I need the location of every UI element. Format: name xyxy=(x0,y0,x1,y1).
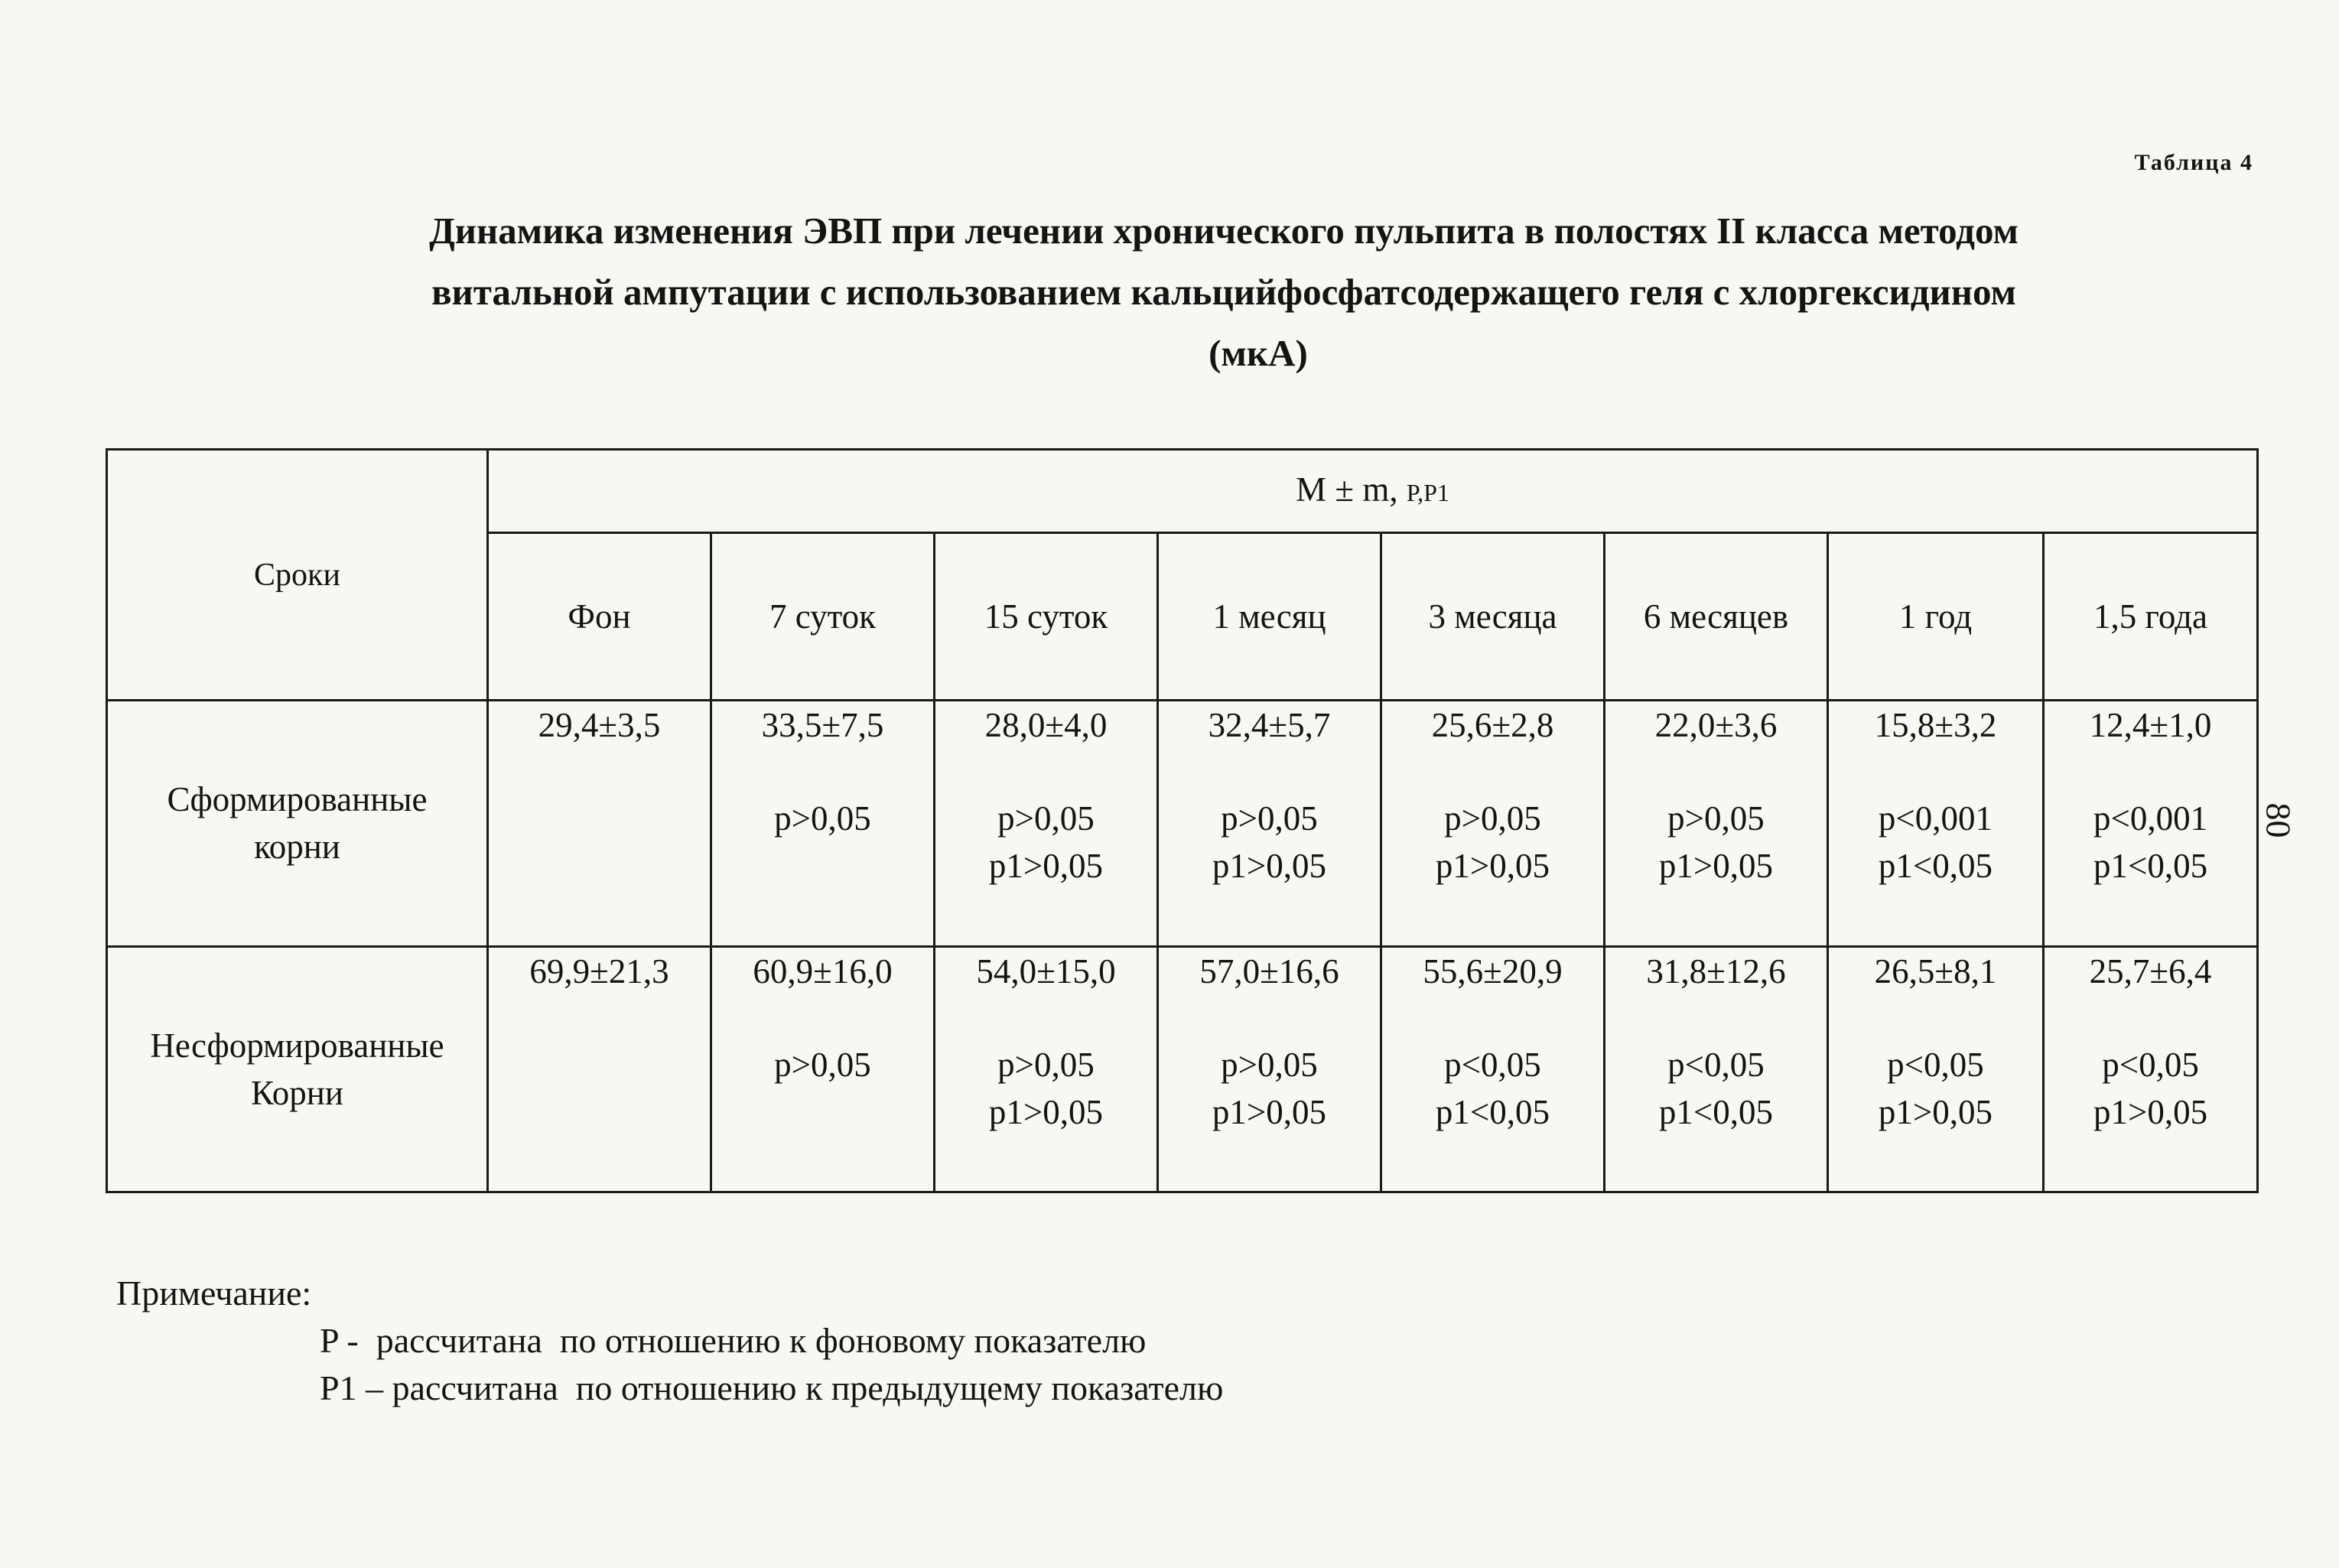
cell-p1: p1<0,05 xyxy=(1435,1092,1550,1131)
column-header: 3 месяца xyxy=(1381,533,1605,701)
cell-value: 25,6±2,8 xyxy=(1431,706,1554,744)
cell-p1: p1<0,05 xyxy=(2093,847,2208,885)
cell-p: p>0,05 xyxy=(997,799,1095,838)
table-cell xyxy=(1828,946,2044,1192)
cell-p1: p1<0,05 xyxy=(1878,847,1993,885)
table-cell xyxy=(711,946,935,1192)
cell-value: 31,8±12,6 xyxy=(1646,952,1786,991)
column-header: 1,5 года xyxy=(2044,533,2258,701)
cell-value: 32,4±5,7 xyxy=(1208,706,1331,744)
table-cell xyxy=(2044,701,2258,947)
note-line-p1: P1 – рассчитана по отношению к предыдущему показателю xyxy=(320,1368,1224,1407)
cell-p1: p1>0,05 xyxy=(1435,847,1550,885)
table-cell xyxy=(488,701,711,947)
stat-header-main: M ± m, xyxy=(1296,470,1398,509)
cell-p: p<0,05 xyxy=(1887,1045,1984,1084)
cell-p: p>0,05 xyxy=(997,1045,1095,1084)
cell-value: 25,7±6,4 xyxy=(2089,952,2212,991)
cell-p1: p1>0,05 xyxy=(1212,1092,1327,1131)
stat-header-sub: P,P1 xyxy=(1406,479,1449,506)
title-line-1: Динамика изменения ЭВП при лечении хронического пульпита в полостях II класса методом xyxy=(429,210,2019,252)
cell-p1: p1>0,05 xyxy=(988,1092,1104,1131)
table-cell xyxy=(1828,701,2044,947)
cell-value: 33,5±7,5 xyxy=(761,706,884,744)
cell-p1: p1>0,05 xyxy=(1658,847,1774,885)
cell-p: p>0,05 xyxy=(774,1045,871,1084)
cell-value: 26,5±8,1 xyxy=(1874,952,1997,991)
table-cell xyxy=(488,946,711,1192)
cell-p: p<0,05 xyxy=(1444,1045,1541,1084)
cell-value: 57,0±16,6 xyxy=(1199,952,1339,991)
table-cell xyxy=(935,946,1158,1192)
cell-value: 22,0±3,6 xyxy=(1654,706,1778,744)
column-header: 1 год xyxy=(1828,533,2044,701)
cell-value: 28,0±4,0 xyxy=(984,706,1108,744)
title-line-2: витальной ампутации с использованием кальцийфосфатсодержащего геля с хлоргексидином xyxy=(431,271,2016,313)
notes-title: Примечание: xyxy=(116,1274,312,1313)
cell-p: p>0,05 xyxy=(1221,799,1318,838)
row-label-line-2: Корни xyxy=(251,1073,343,1112)
cell-p: p>0,05 xyxy=(1221,1045,1318,1084)
table-cell xyxy=(1158,946,1381,1192)
table-cell xyxy=(935,701,1158,947)
row-label-line-1: Сформированные xyxy=(167,780,428,819)
page-number: 80 xyxy=(2259,802,2298,838)
table-row xyxy=(107,946,2258,1192)
cell-p: p<0,001 xyxy=(2093,799,2208,838)
periods-header: Сроки xyxy=(107,450,488,701)
cell-p: p>0,05 xyxy=(774,799,871,838)
cell-p1: p1>0,05 xyxy=(988,847,1104,885)
cell-value: 69,9±21,3 xyxy=(529,952,669,991)
cell-p: p<0,001 xyxy=(1878,799,1993,838)
cell-p1: p1>0,05 xyxy=(1212,847,1327,885)
row-label-line-1: Несформированные xyxy=(150,1026,444,1065)
column-header: 7 суток xyxy=(711,533,935,701)
table-cell xyxy=(1605,701,1828,947)
column-header: 1 месяц xyxy=(1158,533,1381,701)
cell-p1: p1>0,05 xyxy=(2093,1092,2208,1131)
cell-value: 12,4±1,0 xyxy=(2089,706,2212,744)
cell-p: p<0,05 xyxy=(1667,1045,1765,1084)
cell-p: p>0,05 xyxy=(1667,799,1765,838)
row-label xyxy=(107,946,488,1192)
cell-p: p<0,05 xyxy=(2102,1045,2199,1084)
cell-p1: p1>0,05 xyxy=(1878,1092,1993,1131)
table-cell xyxy=(2044,946,2258,1192)
title-line-3: (мкА) xyxy=(1209,332,1308,374)
data-table xyxy=(106,448,2259,1193)
row-label-line-2: корни xyxy=(254,828,340,867)
table-cell xyxy=(1381,946,1605,1192)
cell-value: 15,8±3,2 xyxy=(1874,706,1997,744)
table-row xyxy=(107,701,2258,947)
cell-value: 55,6±20,9 xyxy=(1423,952,1563,991)
cell-value: 54,0±15,0 xyxy=(976,952,1116,991)
note-line-p: P - рассчитана по отношению к фоновому показателю xyxy=(320,1321,1147,1360)
page-title xyxy=(229,200,2218,384)
table-label: Таблица 4 xyxy=(2134,150,2253,175)
row-label xyxy=(107,701,488,947)
cell-value: 60,9±16,0 xyxy=(753,952,893,991)
table-cell xyxy=(1381,701,1605,947)
column-header: 15 суток xyxy=(935,533,1158,701)
table-cell xyxy=(711,701,935,947)
column-header: 6 месяцев xyxy=(1605,533,1828,701)
table-cell xyxy=(1605,946,1828,1192)
column-header: Фон xyxy=(488,533,711,701)
cell-p1: p1<0,05 xyxy=(1658,1092,1774,1131)
cell-p: p>0,05 xyxy=(1444,799,1541,838)
cell-value: 29,4±3,5 xyxy=(538,706,661,744)
stat-header xyxy=(488,450,2258,533)
table-cell xyxy=(1158,701,1381,947)
